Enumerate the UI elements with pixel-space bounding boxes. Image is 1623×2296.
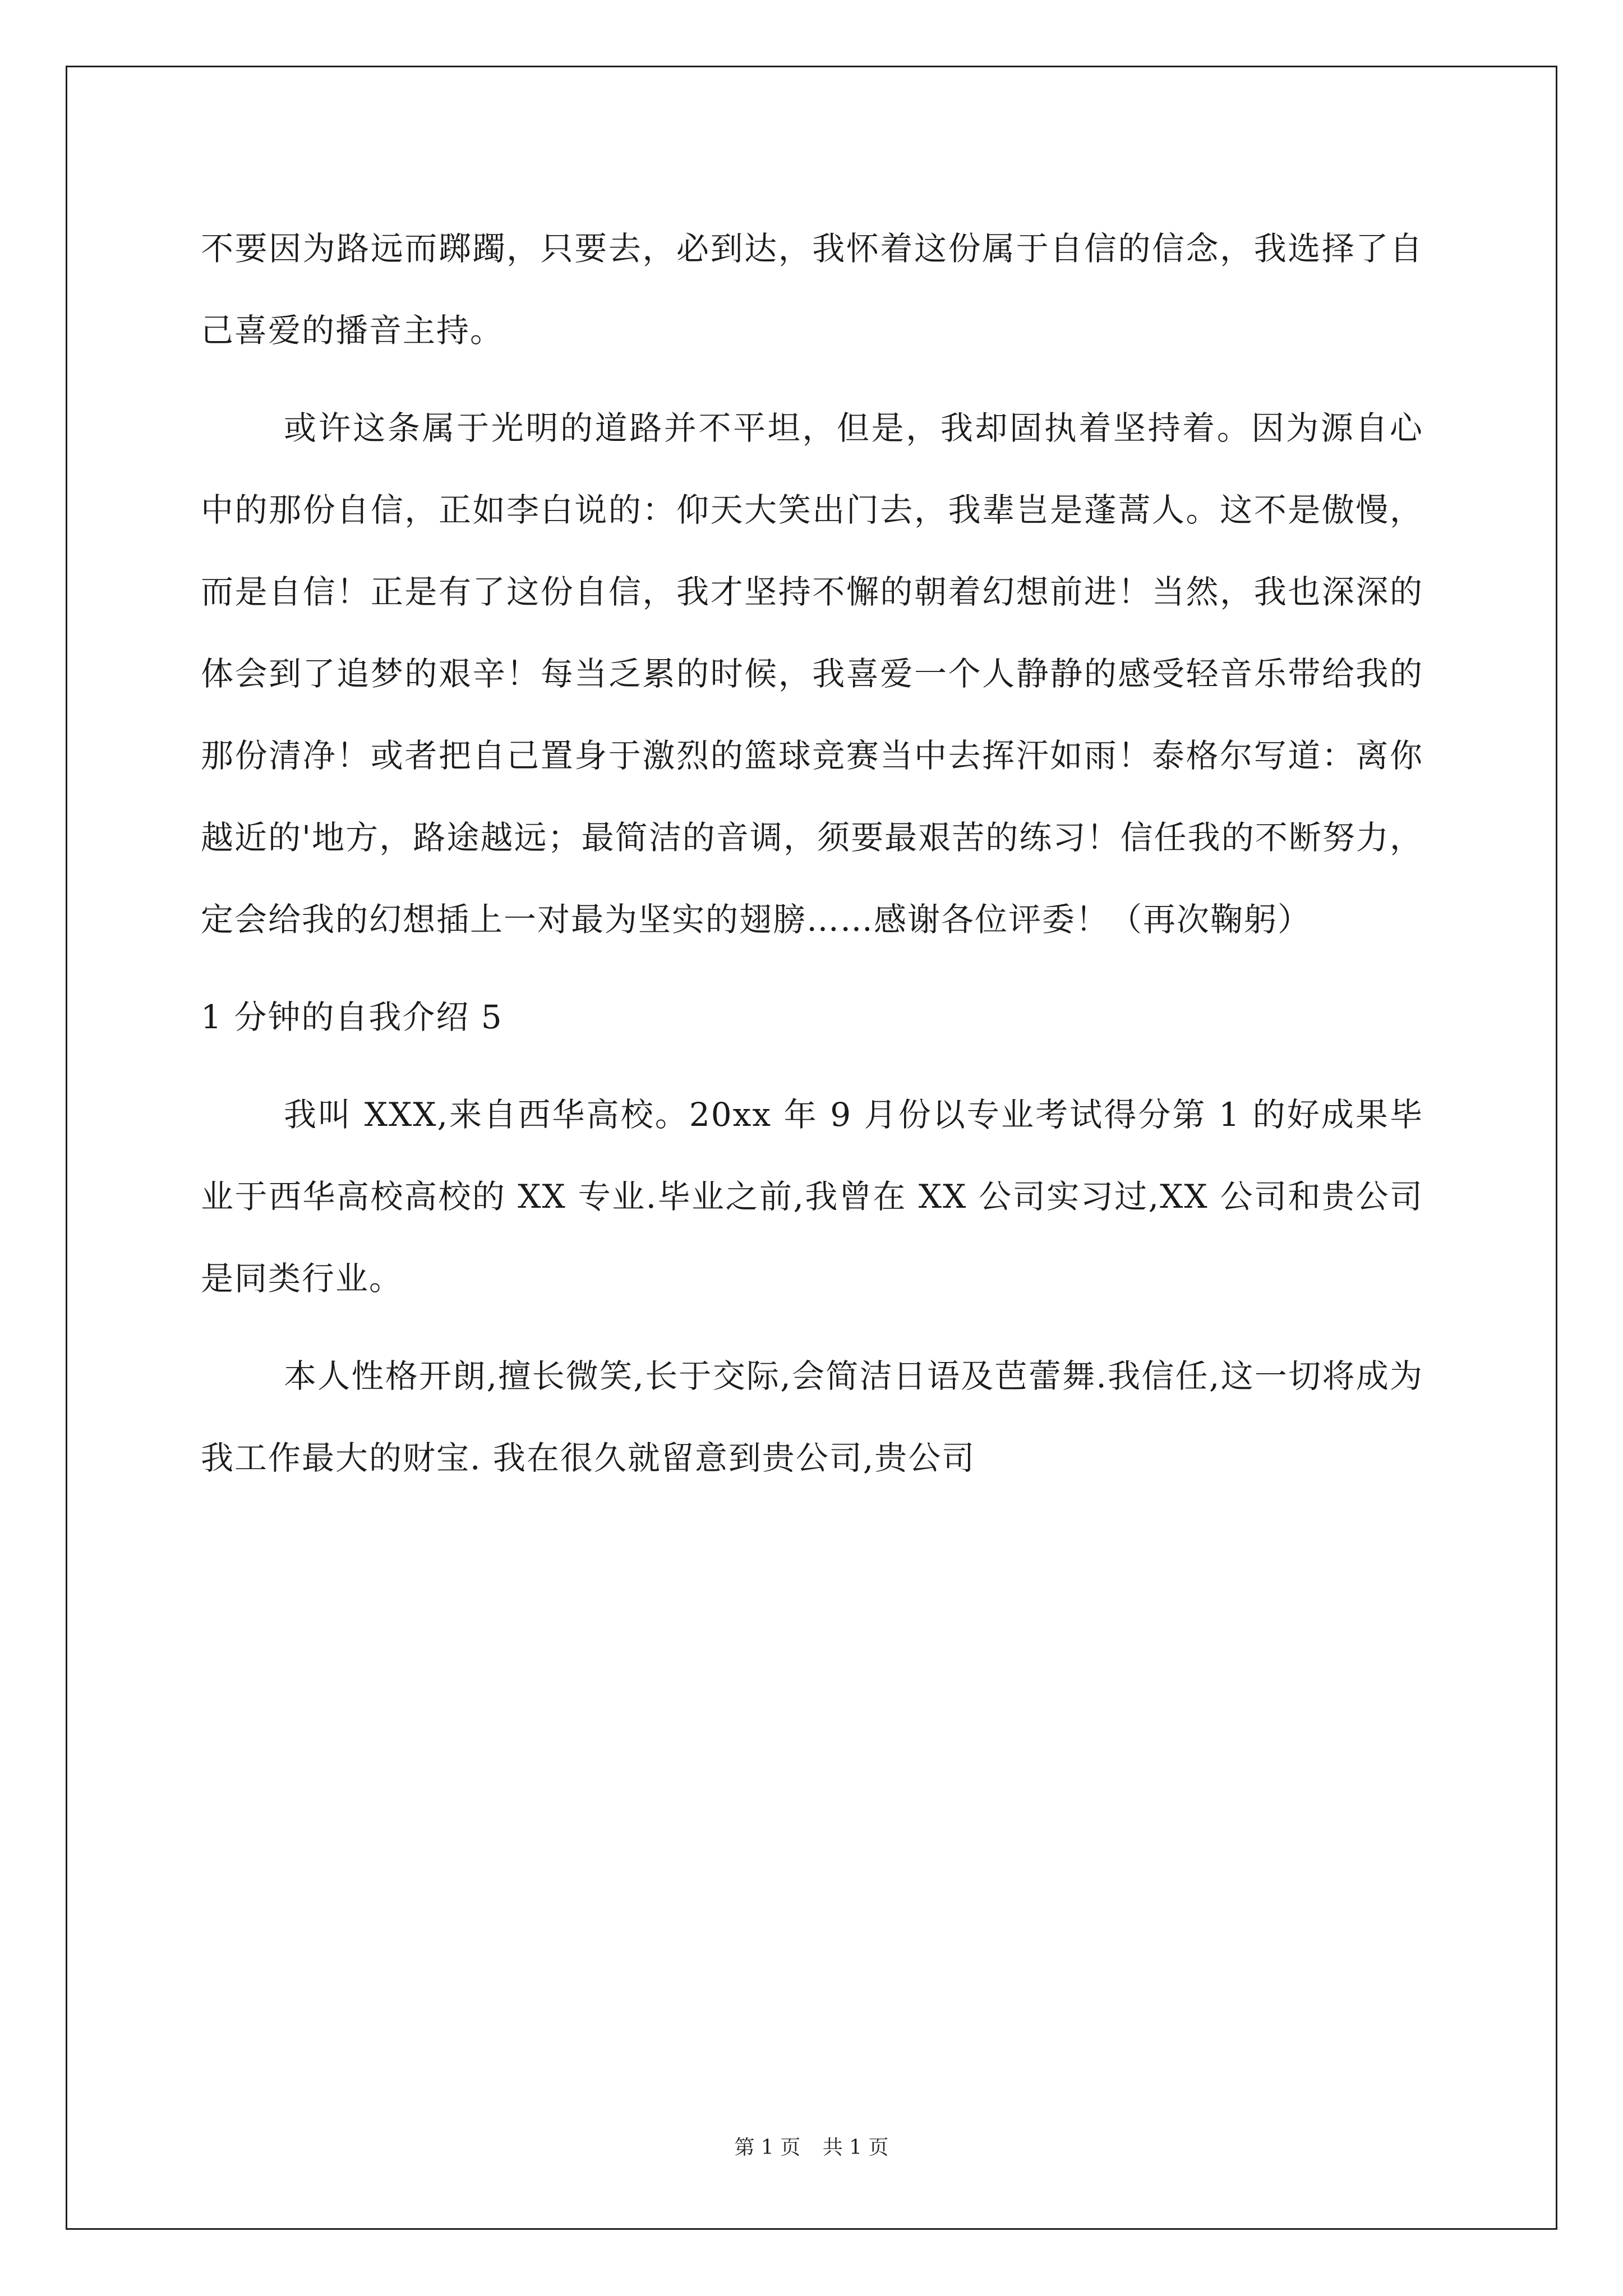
document-body bbox=[201, 208, 1423, 1515]
page-number: 第 1 页 bbox=[734, 2136, 801, 2159]
paragraph-3: 我叫 XXX,来自西华高校。20xx 年 9 月份以专业考试得分第 1 的好成果毕业于西华高校高校的 XX 专业.毕业之前,我曾在 XX 公司实习过,XX 公司和贵公司是同类行业。 bbox=[201, 1096, 1423, 1297]
paragraph-2: 或许这条属于光明的道路并不平坦，但是，我却固执着坚持着。因为源自心中的那份自信，正如李白说的：仰天大笑出门去，我辈岂是蓬蒿人。这不是傲慢，而是自信！正是有了这份自信，我才坚持不懈的朝着幻想前进！当然，我也深深的体会到了追梦的艰辛！每当乏累的时候，我喜爱一个人静静的感受轻音乐带给我的那份清净！或者把自己置身于激烈的篮球竞赛当中去挥汗如雨！泰格尔写道：离你越近的'地方，路途越远；最简洁的音调，须要最艰苦的练习！信任我的不断努力，定会给我的幻想插上一对最为坚实的翅膀……感谢各位评委！（再次鞠躬） bbox=[201, 409, 1423, 938]
page-footer bbox=[0, 2132, 1623, 2160]
paragraph-4: 本人性格开朗,擅长微笑,长于交际,会简洁日语及芭蕾舞.我信任,这一切将成为我工作最大的财宝. 我在很久就留意到贵公司,贵公司 bbox=[201, 1357, 1423, 1477]
page-total: 共 1 页 bbox=[822, 2136, 889, 2159]
paragraph-1: 不要因为路远而踯躅，只要去，必到达，我怀着这份属于自信的信念，我选择了自己喜爱的播音主持。 bbox=[201, 229, 1423, 349]
section-heading: 1 分钟的自我介绍 5 bbox=[201, 998, 503, 1036]
